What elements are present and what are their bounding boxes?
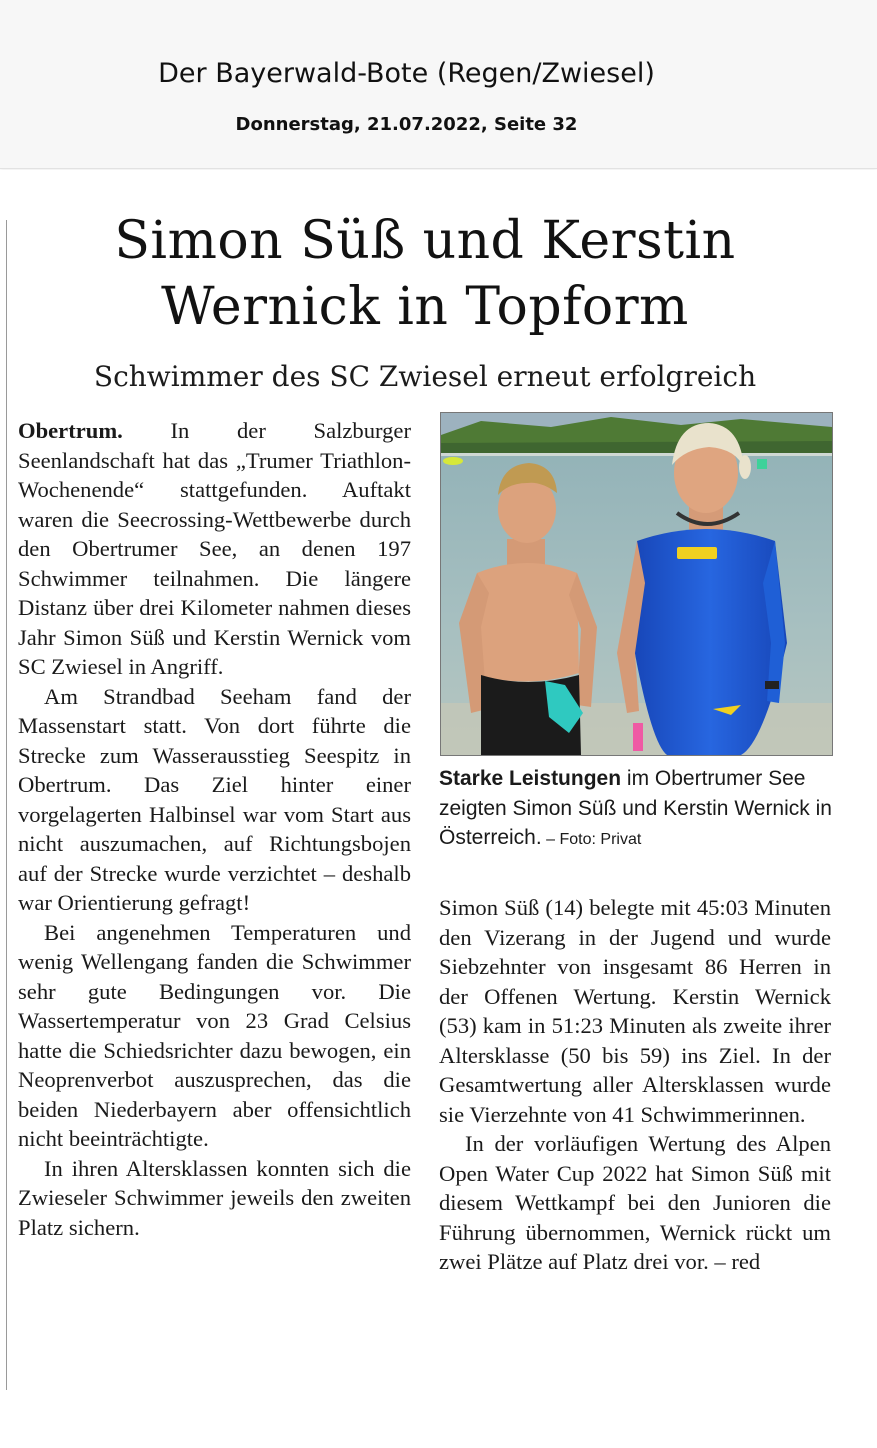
caption-text: im Obertrumer See zeigten Simon Süß und Kerstin Wernick in Österreich. bbox=[439, 767, 832, 849]
text-column-right bbox=[439, 893, 831, 1277]
paragraph-2: Am Strandbad Seeham fand der Massenstart statt. Von dort führte die Strecke zum Wasserausstieg Seespitz in Obertrum. Das Ziel hinter einer vorgelagerten Halbinsel war vom Start aus nicht auszumachen, auf Richtungsbojen auf der Strecke wurde verzichtet – deshalb war Orientierung gefragt! bbox=[18, 683, 411, 915]
article-page bbox=[0, 170, 877, 1448]
caption-label: Starke Leistungen bbox=[439, 767, 622, 790]
article-subheadline: Schwimmer des SC Zwiesel erneut erfolgreich bbox=[93, 360, 757, 393]
photo-credit: – Foto: Privat bbox=[541, 831, 642, 848]
paragraph-4: In ihren Altersklassen konnten sich die Zwieseler Schwimmer jeweils den zweiten Platz sichern. bbox=[18, 1155, 411, 1240]
text-column-left bbox=[18, 416, 411, 1242]
photo-caption bbox=[439, 764, 834, 855]
swimmers-photo-illustration bbox=[441, 413, 832, 755]
paragraph-6: In der vorläufigen Wertung des Alpen Open Water Cup 2022 hat Simon Süß mit diesem Wettkampf bei den Junioren die Führung übernommen, Wernick rückt um zwei Plätze auf Platz drei vor. – red bbox=[439, 1131, 831, 1274]
column-rule bbox=[6, 220, 7, 1390]
article-photo bbox=[440, 412, 833, 756]
dateline-place: Obertrum. bbox=[18, 418, 123, 443]
paragraph-lead bbox=[18, 416, 411, 682]
paragraph-3: Bei angenehmen Temperaturen und wenig Wellengang fanden die Schwimmer sehr gute Bedingungen vor. Die Wassertemperatur von 23 Grad Celsius hatte die Schiedsrichter dazu bewogen, ein Neoprenverbot auszusprechen, das die beiden Niederbayern aber offensichtlich nicht beeinträchtigte. bbox=[18, 919, 411, 1151]
paragraph-1-text: In der Salzburger Seenlandschaft hat das „Trumer Triathlon-Wochenende“ stattgefunden. Auftakt waren die Seecrossing-Wettbewerbe durch den Obertrumer See, an denen 197 Schwimmer teilnahmen. Die längere Distanz über drei Kilometer nahmen dieses Jahr Simon Süß und Kerstin Wernick vom SC Zwiesel in Angriff. bbox=[18, 418, 411, 679]
publication-title: Der Bayerwald-Bote (Regen/Zwiesel) bbox=[158, 58, 655, 89]
publication-date: Donnerstag, 21.07.2022, Seite 32 bbox=[235, 114, 578, 135]
headline-line-2: Wernick in Topform bbox=[161, 277, 689, 337]
publication-header bbox=[0, 0, 877, 169]
headline-line-1: Simon Süß und Kerstin bbox=[114, 211, 736, 271]
article-headline bbox=[0, 208, 850, 340]
paragraph-5: Simon Süß (14) belegte mit 45:03 Minuten den Vizerang in der Jugend und wurde Siebzehnter von insgesamt 86 Herren in der Offenen Wertung. Kerstin Wernick (53) kam in 51:23 Minuten als zweite ihrer Altersklasse (50 bis 59) ins Ziel. In der Gesamtwertung aller Altersklassen wurde sie Vierzehnte von 41 Schwimmerinnen. bbox=[439, 895, 831, 1127]
